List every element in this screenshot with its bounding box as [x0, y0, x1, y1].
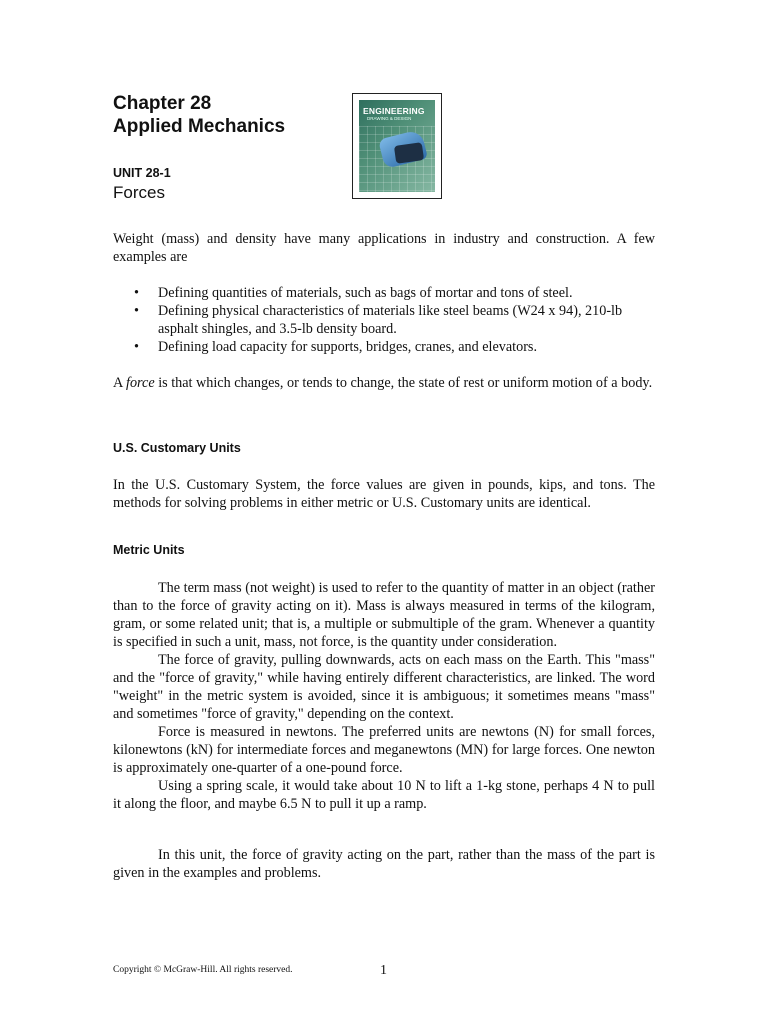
- metric-paragraph: Force is measured in newtons. The preferred units are newtons (N) for small forces, kilonewtons (kN) for intermediate forces and meganewtons (MN) for large forces. One newton is approximately one-quarter of a one-pound force.: [113, 724, 655, 776]
- metric-units-body: [113, 579, 655, 813]
- list-item: • Defining load capacity for supports, bridges, cranes, and elevators.: [134, 339, 537, 355]
- intro-paragraph: Weight (mass) and density have many applications in industry and construction. A few examples are: [113, 231, 655, 265]
- chapter-number: Chapter 28: [113, 93, 212, 114]
- unit-title: Forces: [113, 183, 165, 202]
- book-cover-art: [359, 100, 435, 192]
- metric-paragraph: The term mass (not weight) is used to refer to the quantity of matter in an object (rather than to the force of gravity acting on it). Mass is always measured in terms of the kilogram, gram, or some related unit; that is, a multiple or submultiple of the gram. Whenever a quantity is specified in such a unit, mass, not force, is the quantity under consideration.: [113, 580, 655, 650]
- chapter-title: Applied Mechanics: [113, 116, 286, 137]
- cover-machine-base: [394, 142, 424, 164]
- metric-units-heading: Metric Units: [113, 543, 185, 557]
- list-item: • Defining quantities of materials, such as bags of mortar and tons of steel.: [134, 285, 573, 301]
- list-item: • Defining physical characteristics of materials like steel beams (W24 x 94), 210-lb asphalt shingles, and 3.5-lb density board.: [134, 303, 623, 337]
- us-units-heading: U.S. Customary Units: [113, 441, 241, 455]
- book-cover-image: [352, 93, 442, 199]
- examples-list: [113, 284, 655, 356]
- bullet-icon: •: [134, 339, 139, 355]
- metric-paragraph: The force of gravity, pulling downwards, acts on each mass on the Earth. This "mass" and the "force of gravity," while having entirely different characteristics, are linked. The word "weight" in the metric system is avoided, since it is ambiguous; it sometimes means "mass" and sometimes "force of gravity," depending on the context.: [113, 652, 655, 722]
- metric-paragraph: Using a spring scale, it would take about 10 N to lift a 1-kg stone, perhaps 4 N to pull it along the floor, and maybe 6.5 N to pull it up a ramp.: [113, 778, 655, 812]
- unit-label: UNIT 28-1: [113, 166, 171, 180]
- force-term: force: [126, 375, 155, 391]
- bullet-icon: •: [134, 285, 139, 301]
- cover-title: ENGINEERING: [363, 106, 425, 116]
- chapter-heading: [113, 92, 285, 138]
- copyright-notice: Copyright © McGraw-Hill. All rights reserved.: [113, 965, 293, 975]
- cover-subtitle: DRAWING & DESIGN: [367, 116, 412, 121]
- force-definition: A force is that which changes, or tends to change, the state of rest or uniform motion of a body.: [113, 375, 653, 391]
- closing-block: [113, 846, 655, 882]
- closing-paragraph: In this unit, the force of gravity acting on the part, rather than the mass of the part is given in the examples and problems.: [113, 847, 655, 881]
- us-units-paragraph: In the U.S. Customary System, the force values are given in pounds, kips, and tons. The methods for solving problems in either metric or U.S. Customary units are identical.: [113, 477, 655, 511]
- page-number: 1: [380, 963, 387, 978]
- bullet-icon: •: [134, 303, 139, 319]
